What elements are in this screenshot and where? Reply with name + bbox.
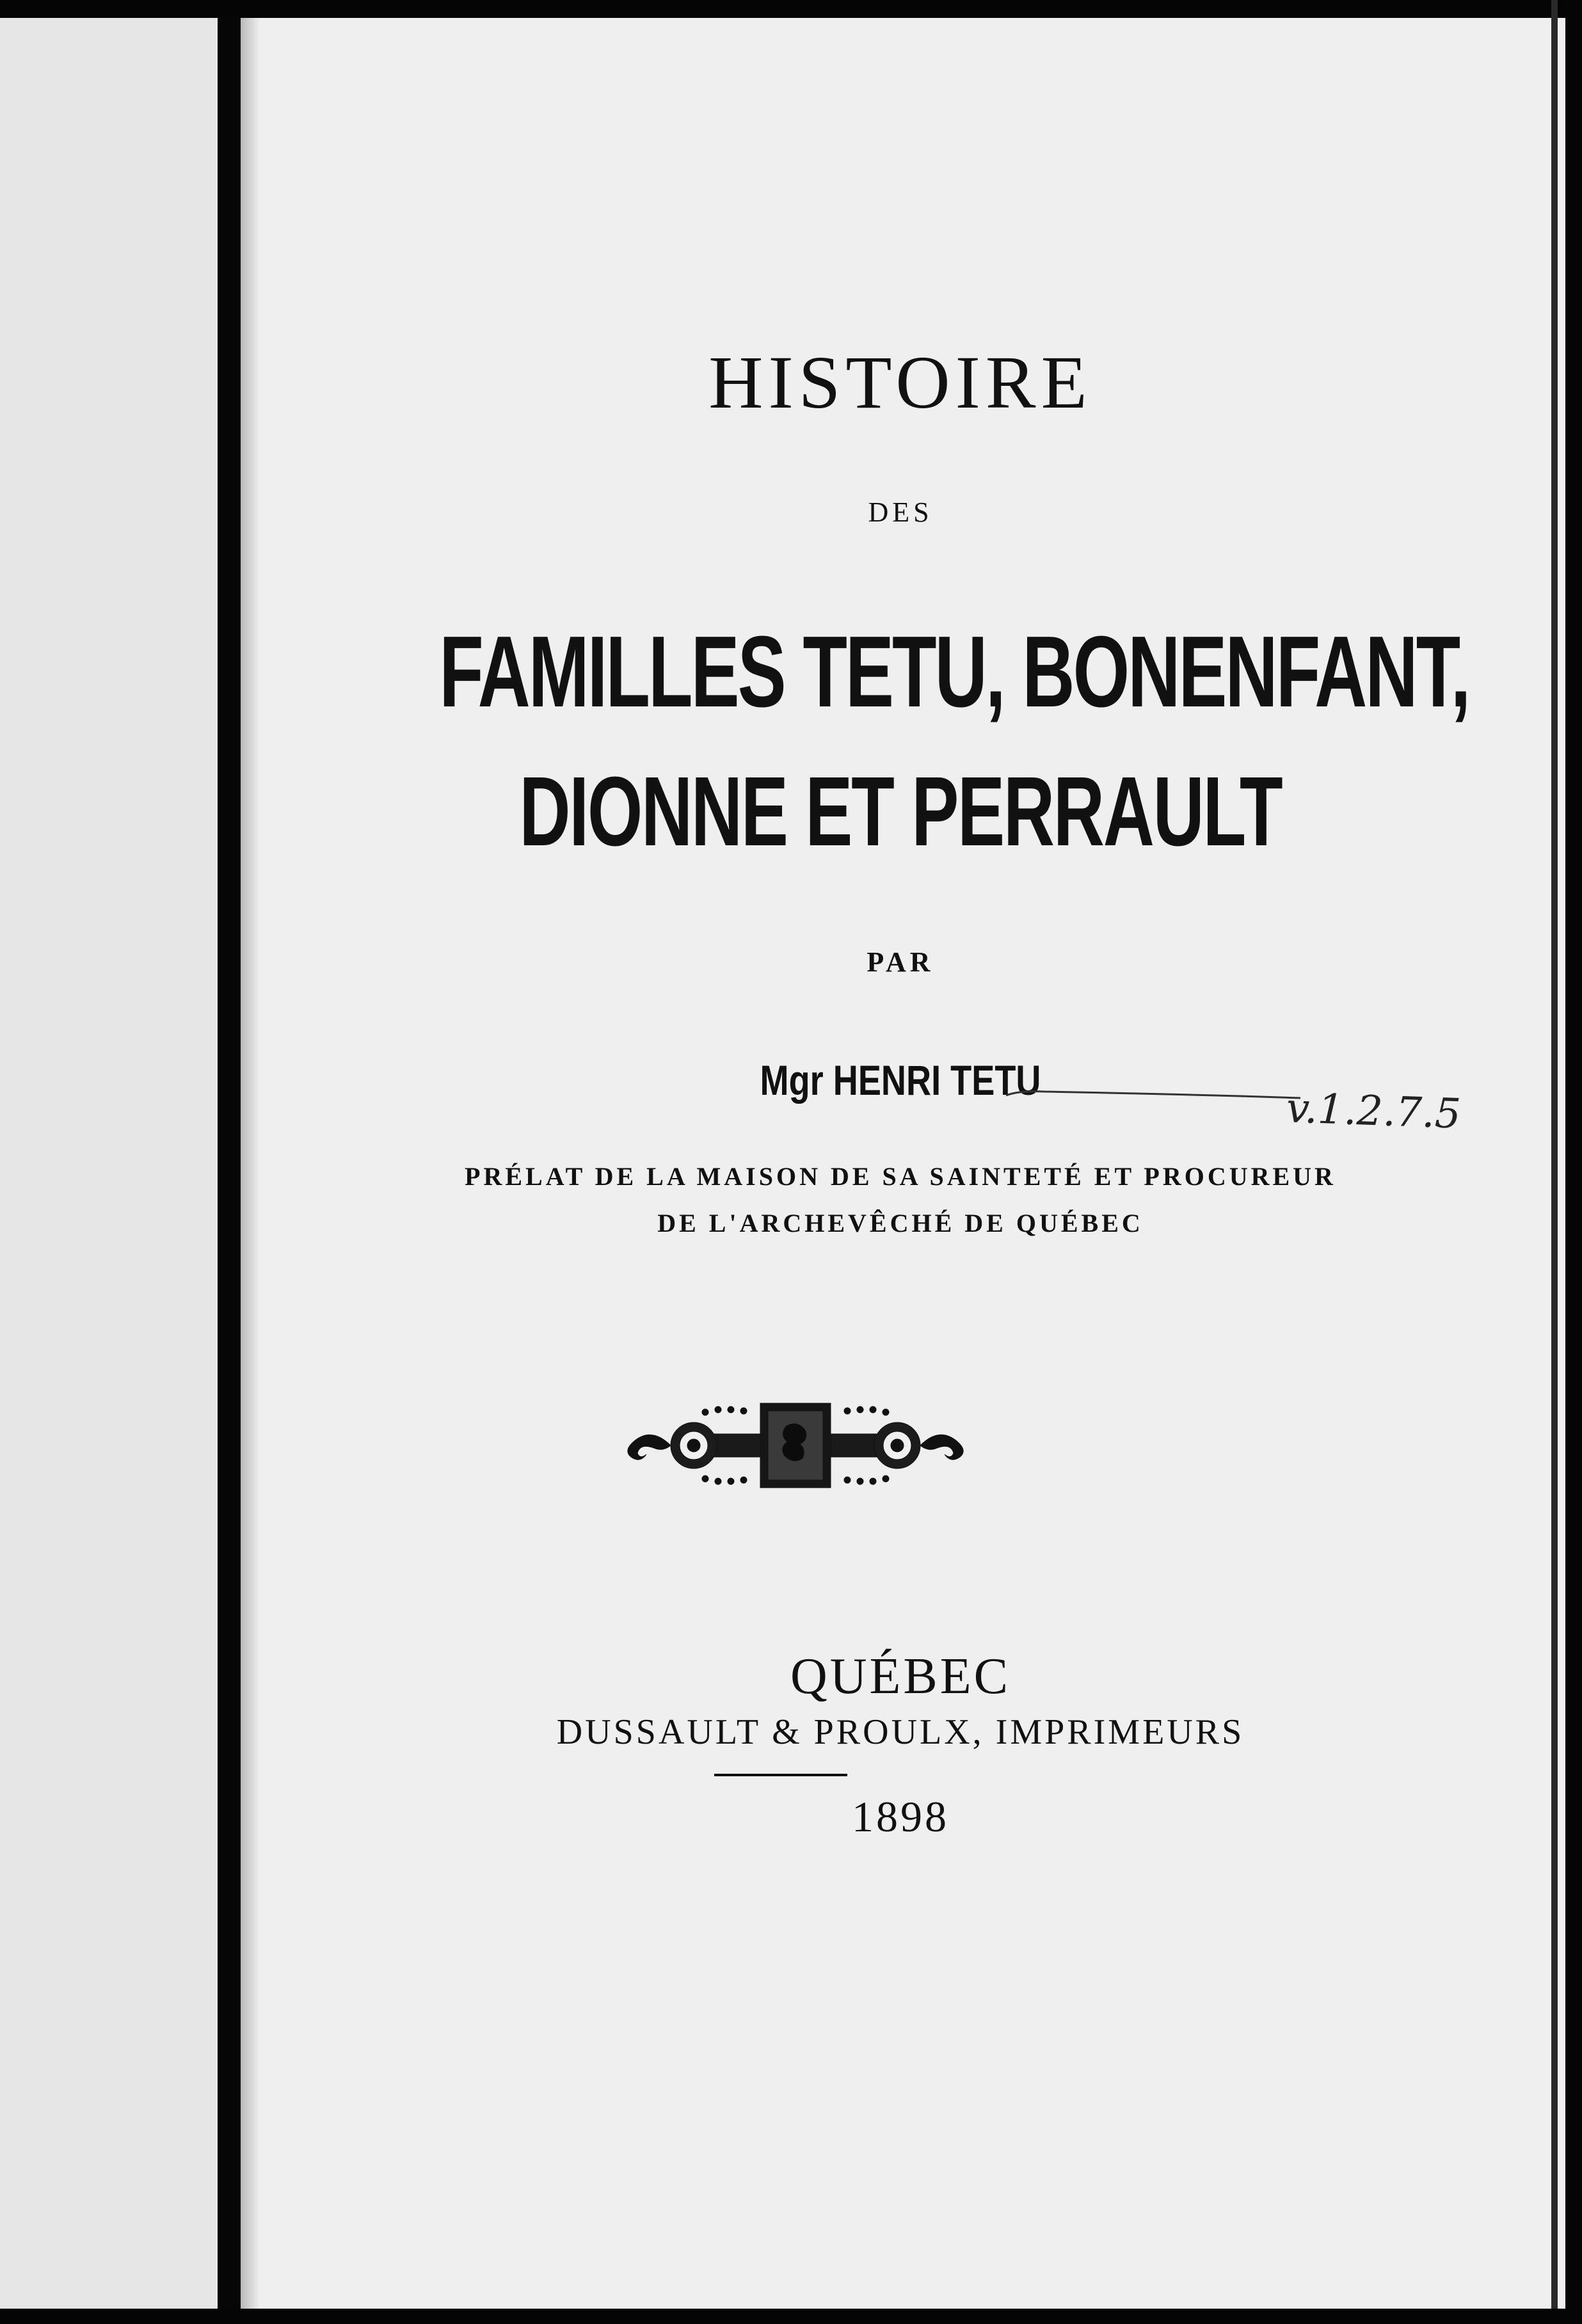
scan-border-top [0,0,1582,18]
title-histoire: HISTOIRE [708,340,1092,424]
scan-border-right-inner [1551,0,1558,2324]
author-name: Mgr HENRI TETU [760,1056,1041,1104]
publication-year: 1898 [852,1792,949,1841]
author-title-line-1: PRÉLAT DE LA MAISON DE SA SAINTETÉ ET PROCUREUR [465,1162,1336,1191]
main-title-line-2: DIONNE ET PERRAULT [519,756,1282,866]
author-title-line-2: DE L'ARCHEVÊCHÉ DE QUÉBEC [657,1209,1144,1238]
title-des: DES [868,497,933,528]
printers-ornament-icon [618,1398,973,1493]
scan-border-bottom [0,2309,1582,2324]
book-gutter [218,18,241,2309]
year-rule [714,1774,847,1776]
publisher-name: DUSSAULT & PROULX, IMPRIMEURS [556,1712,1245,1752]
by-line-par: PAR [867,946,934,978]
handwritten-call-number: v.1.2.7.5 [1285,1085,1462,1138]
main-title-line-1: FAMILLES TETU, BONENFANT, [439,616,1469,728]
scan-border-right [1565,0,1582,2324]
gutter-shadow [241,18,260,2309]
left-page-fragment [0,18,218,2309]
publication-city: QUÉBEC [790,1648,1011,1705]
